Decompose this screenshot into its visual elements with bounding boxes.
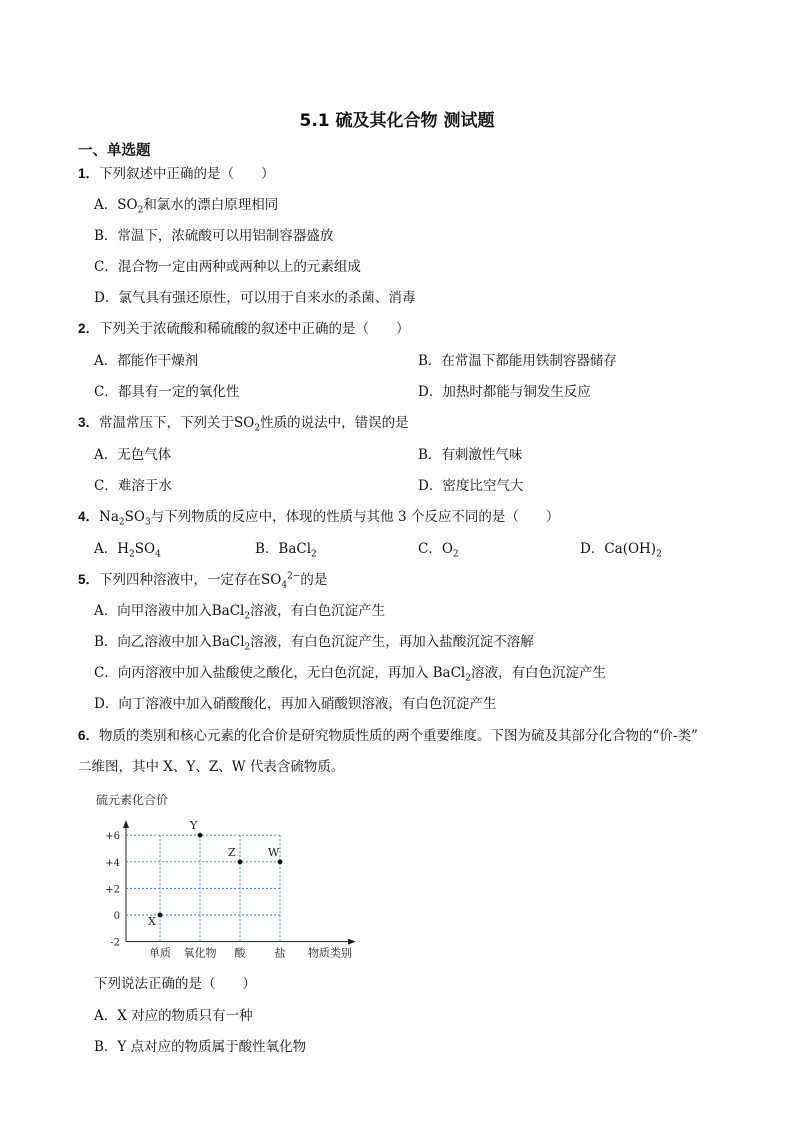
q4-option-b: B．BaCl$_2$ [255, 541, 317, 560]
question-6-stem [78, 727, 698, 745]
x-tick-label: 盐 [274, 946, 286, 960]
page-title: 5.1 硫及其化合物 测试题 [299, 111, 495, 131]
q2-option-c: C．都具有一定的氧化性 [94, 384, 240, 400]
q1-option-a: A．$SO_2$和氯水的漂白原理相同 [94, 197, 279, 216]
q6-option-a: A．X 对应的物质只有一种 [94, 1008, 253, 1024]
question-2-stem [78, 320, 410, 338]
question-6-stem-cont: 二维图，其中 X、Y、Z、W 代表含硫物质。 [78, 759, 345, 775]
y-tick-label: 0 [113, 911, 120, 922]
point-label-z: Z [228, 845, 236, 859]
y-axis-arrow [123, 820, 129, 828]
data-point-x [158, 913, 163, 918]
question-number: 1． [78, 166, 100, 181]
x-axis-arrow [348, 939, 356, 945]
y-tick-label: +4 [105, 857, 120, 869]
q4-option-a: A．$H_2SO_4$ [94, 541, 161, 560]
q5-option-a: A．向甲溶液中加入BaCl$_2$溶液，有白色沉淀产生 [94, 603, 386, 622]
question-3-stem: 3．常温常压下，下列关于$SO_2$性质的说法中，错误的是 [78, 415, 409, 434]
q2-option-a: A．都能作干燥剂 [94, 353, 199, 369]
point-label-y: Y [190, 819, 198, 833]
question-text: 下列关于浓硫酸和稀硫酸的叙述中正确的是（ ） [99, 321, 410, 337]
point-label-w: W [268, 845, 280, 859]
data-point-w [278, 859, 283, 864]
q3-option-c: C．难溶于水 [94, 478, 172, 494]
valence-class-chart [88, 790, 368, 962]
q2-option-d: D．加热时都能与铜发生反应 [418, 384, 591, 400]
q4-option-c: C．$O_2$ [418, 541, 459, 560]
x-tick-label: 单质 [149, 946, 171, 960]
q3-option-b: B．有刺激性气味 [418, 447, 523, 463]
question-text: 下列叙述中正确的是（ ） [99, 166, 275, 182]
x-tick-label: 氧化物 [183, 946, 217, 960]
y-tick-label: +6 [105, 831, 120, 843]
question-number: 3． [78, 415, 100, 430]
section-heading: 一、单选题 [78, 143, 151, 159]
q5-option-c: C．向丙溶液中加入盐酸使之酸化，无白色沉淀，再加入 BaCl$_2$溶液，有白色沉淀产生 [94, 665, 606, 684]
question-1-stem [78, 165, 275, 183]
q2-option-b: B．在常温下都能用铁制容器储存 [418, 353, 617, 369]
question-number: 4． [78, 509, 100, 524]
q5-option-b: B．向乙溶液中加入BaCl$_2$溶液，有白色沉淀产生，再加入盐酸沉淀不溶解 [94, 634, 534, 653]
question-number: 6． [78, 728, 100, 743]
q3-option-a: A．无色气体 [94, 447, 172, 463]
data-point-z [238, 859, 243, 864]
q4-option-d: D．$Ca(OH)_2$ [580, 541, 662, 560]
question-5-stem: 5．下列四种溶液中，一定存在$SO_4^{2-}$的是 [78, 571, 328, 591]
data-point-y [198, 833, 203, 838]
x-axis-title: 物质类别 [308, 946, 352, 960]
q1-option-b: B．常温下，浓硫酸可以用铝制容器盛放 [94, 228, 334, 244]
question-4-stem: 4．$Na_2SO_3$与下列物质的反应中，体现的性质与其他 3 个反应不同的是（ ） [78, 509, 560, 528]
y-tick-label: +2 [105, 884, 120, 896]
question-number: 2． [78, 321, 100, 336]
point-label-x: X [148, 915, 156, 928]
y-axis-title: 硫元素化合价 [96, 793, 169, 807]
q5-option-d: D．向丁溶液中加入硝酸酸化，再加入硝酸钡溶液，有白色沉淀产生 [94, 696, 497, 712]
y-tick-label: -2 [110, 937, 120, 949]
question-text: 物质的类别和核心元素的化合价是研究物质性质的两个重要维度。下图为硫及其部分化合物的“价-类” [99, 728, 698, 744]
q6-prompt: 下列说法正确的是（ ） [94, 976, 256, 992]
x-tick-label: 酸 [234, 946, 246, 960]
q3-option-d: D．密度比空气大 [418, 478, 524, 494]
q1-option-d: D．氯气具有强还原性，可以用于自来水的杀菌、消毒 [94, 290, 416, 306]
question-number: 5． [78, 572, 100, 587]
q1-option-c: C．混合物一定由两种或两种以上的元素组成 [94, 259, 361, 275]
q6-option-b: B．Y 点对应的物质属于酸性氧化物 [94, 1039, 307, 1055]
